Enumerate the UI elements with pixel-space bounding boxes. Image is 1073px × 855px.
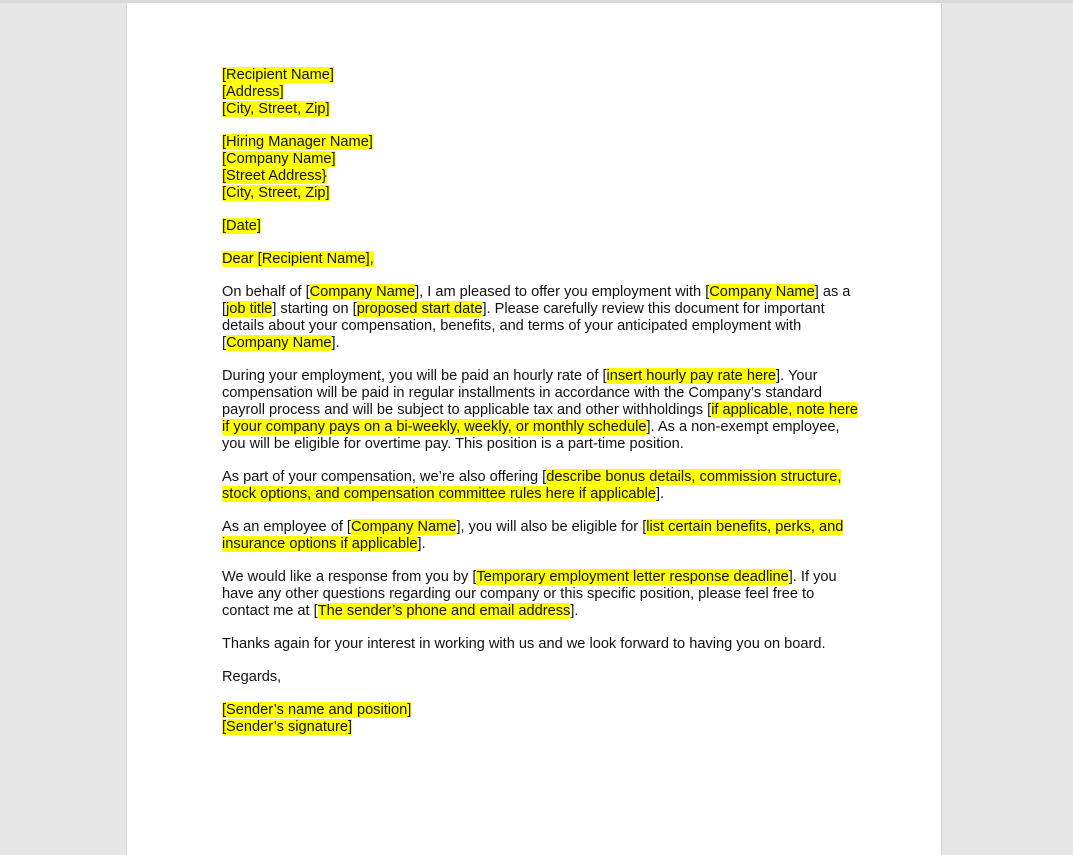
body-text: ].: [417, 536, 426, 552]
body-text: As an employee of [: [222, 519, 351, 535]
body-text: ] starting on [: [272, 301, 357, 317]
letter-paragraphs: [222, 284, 862, 653]
placeholder-text: list certain benefits, perks, and insurance options if applicable: [222, 519, 844, 552]
body-text: ].: [570, 603, 579, 619]
placeholder-text: if applicable, note here if your company pays on a bi-weekly, weekly, or monthly schedule: [222, 402, 859, 435]
placeholder-text: The sender’s phone and email address: [317, 603, 571, 619]
body-text: As part of your compensation, we’re also offering [: [222, 469, 547, 485]
letter-body[interactable]: [222, 67, 862, 752]
document-page[interactable]: [127, 3, 941, 855]
placeholder-text: Company Name: [309, 284, 416, 300]
date-placeholder: [Date]: [222, 218, 261, 234]
body-text: ], you will also be eligible for [: [456, 519, 647, 535]
placeholder-text: describe bonus details, commission structure, stock options, and compensation committee rules here if applicable: [222, 469, 842, 502]
recipient-address-placeholder: [Address]: [222, 84, 284, 100]
recipient-city-placeholder: [City, Street, Zip]: [222, 101, 330, 117]
closing: Regards,: [222, 669, 282, 685]
body-text: During your employment, you will be paid an hourly rate of [: [222, 368, 607, 384]
manager-address-block: [222, 134, 862, 202]
pay-paragraph: [222, 368, 862, 453]
placeholder-text: Temporary employment letter response deadline: [476, 569, 789, 585]
placeholder-text: Company Name: [351, 519, 457, 535]
body-text: We would like a response from you by [: [222, 569, 477, 585]
placeholder-text: job title: [226, 301, 273, 317]
body-text: Thanks again for your interest in working with us and we look forward to having you on board.: [222, 636, 826, 652]
offer-paragraph: [222, 284, 862, 352]
body-text: On behalf of [: [222, 284, 310, 300]
placeholder-text: insert hourly pay rate here: [606, 368, 777, 384]
closing-line: [222, 669, 862, 686]
placeholder-text: Company Name: [709, 284, 815, 300]
greeting: Dear [Recipient Name],: [222, 251, 374, 267]
placeholder-text: Company Name: [226, 335, 332, 351]
sender-signature-placeholder: [Sender’s signature]: [222, 719, 353, 735]
greeting-line: [222, 251, 862, 268]
body-text: ], I am pleased to offer you employment with [: [415, 284, 710, 300]
sender-name-placeholder: [Sender’s name and position]: [222, 702, 412, 718]
street-address-placeholder: [Street Address}: [222, 168, 327, 184]
response-paragraph: [222, 569, 862, 620]
body-text: ]. Please carefully review this document for important details about your compensation, benefits, and terms of your anticipated employment with [: [222, 301, 825, 351]
placeholder-text: proposed start date: [356, 301, 483, 317]
hiring-manager-placeholder: [Hiring Manager Name]: [222, 134, 373, 150]
body-text: ].: [331, 335, 340, 351]
date-line: [222, 218, 862, 235]
company-city-placeholder: [City, Street, Zip]: [222, 185, 330, 201]
bonus-paragraph: [222, 469, 862, 503]
body-text: ]. Your compensation will be paid in regular installments in accordance with the Company’s standard payroll process and will be subject to applicable tax and other withholdings [: [222, 368, 823, 418]
body-text: ]. If you have any other questions regarding our company or this specific position, please feel free to contact me at [: [222, 569, 837, 619]
recipient-name-placeholder: [Recipient Name]: [222, 67, 334, 83]
benefits-paragraph: [222, 519, 862, 553]
body-text: ].: [656, 486, 665, 502]
company-name-placeholder: [Company Name]: [222, 151, 336, 167]
body-text: ]. As a non-exempt employee, you will be eligible for overtime pay. This position is a part-time position.: [222, 419, 840, 452]
recipient-address-block: [222, 67, 862, 118]
body-text: ] as a [: [222, 284, 851, 317]
signature-block: [222, 702, 862, 736]
thanks-paragraph: [222, 636, 862, 653]
